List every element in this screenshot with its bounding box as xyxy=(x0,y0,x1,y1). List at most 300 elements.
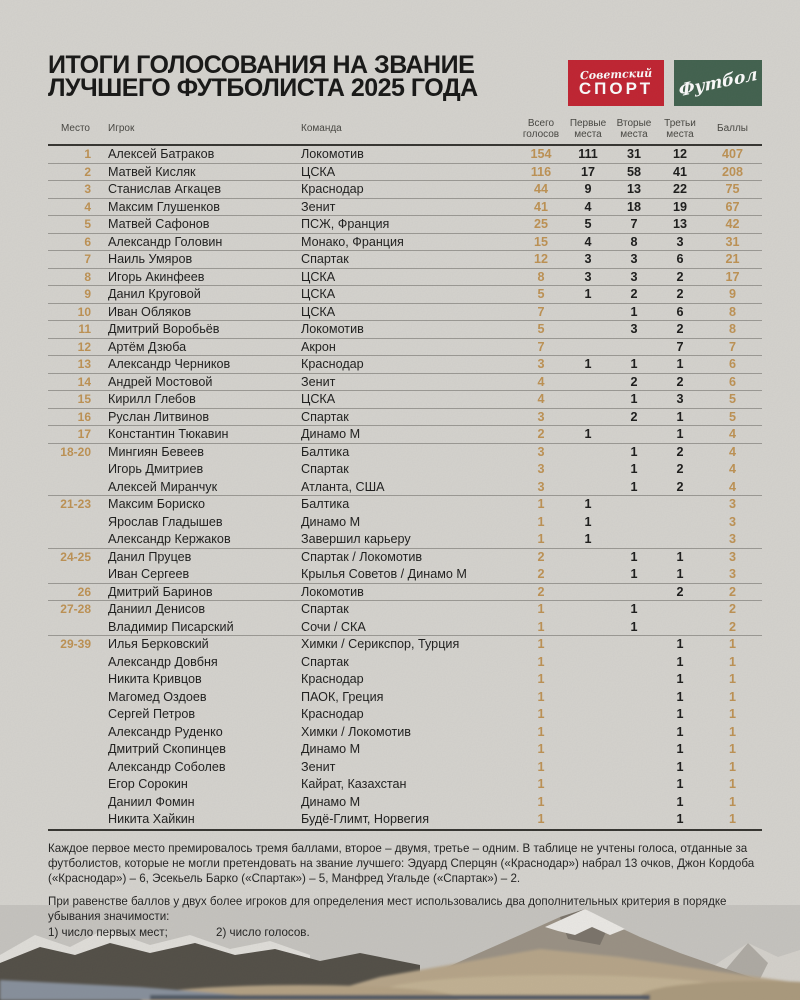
cell-place: 27-28 xyxy=(60,602,91,617)
cell-second: 1 xyxy=(630,462,638,477)
cell-team: Спартак xyxy=(301,462,349,477)
table-row xyxy=(48,566,762,584)
cell-player: Иван Сергеев xyxy=(108,567,190,582)
cell-points: 5 xyxy=(728,409,736,424)
cell-team: ЦСКА xyxy=(301,392,336,407)
cell-player: Алексей Батраков xyxy=(108,147,215,162)
cell-second: 18 xyxy=(626,199,641,214)
cell-player: Дмитрий Баринов xyxy=(108,584,213,599)
cell-second: 1 xyxy=(630,479,638,494)
table-row xyxy=(48,794,762,812)
cell-third: 41 xyxy=(672,164,687,179)
cell-player: Мингиян Бевеев xyxy=(108,444,204,459)
cell-team: Балтика xyxy=(301,444,350,459)
cell-points: 1 xyxy=(728,742,736,757)
cell-player: Матвей Сафонов xyxy=(108,217,210,232)
cell-first: 1 xyxy=(584,357,592,372)
table-row xyxy=(48,391,762,409)
table-row xyxy=(48,531,762,549)
cell-third: 1 xyxy=(676,759,684,774)
cell-player: Никита Хайкин xyxy=(108,812,195,827)
cell-votes: 1 xyxy=(537,707,545,722)
cell-team: Динамо М xyxy=(301,794,361,809)
table-row xyxy=(48,251,762,269)
cell-votes: 1 xyxy=(537,654,545,669)
cell-player: Данил Круговой xyxy=(108,287,201,302)
cell-votes: 1 xyxy=(537,637,545,652)
cell-third: 6 xyxy=(676,304,684,319)
cell-place: 8 xyxy=(84,269,91,284)
cell-team: Краснодар xyxy=(301,672,364,687)
cell-votes: 4 xyxy=(537,392,545,407)
cell-votes: 2 xyxy=(537,549,545,564)
cell-player: Андрей Мостовой xyxy=(108,374,213,389)
cell-team: Зенит xyxy=(301,374,336,389)
cell-team: Локомотив xyxy=(301,584,364,599)
cell-third: 1 xyxy=(676,794,684,809)
cell-points: 1 xyxy=(728,654,736,669)
cell-team: ЦСКА xyxy=(301,304,336,319)
cell-votes: 3 xyxy=(537,444,545,459)
cell-points: 4 xyxy=(728,444,736,459)
cell-player: Даниил Фомин xyxy=(108,794,195,809)
cell-player: Данил Пруцев xyxy=(108,549,192,564)
cell-points: 75 xyxy=(725,182,740,197)
cell-votes: 1 xyxy=(537,514,545,529)
cell-place: 26 xyxy=(77,584,91,599)
cell-place: 2 xyxy=(84,164,91,179)
logos xyxy=(568,60,762,106)
cell-team: ЦСКА xyxy=(301,269,336,284)
cell-first: 1 xyxy=(584,514,592,529)
table-row xyxy=(48,216,762,234)
cell-third: 12 xyxy=(672,147,687,162)
cell-votes: 116 xyxy=(530,164,552,179)
cell-team: Зенит xyxy=(301,199,336,214)
cell-first: 17 xyxy=(580,164,595,179)
title-line-1: ИТОГИ ГОЛОСОВАНИЯ НА ЗВАНИЕ xyxy=(48,51,475,79)
col-header-player: Игрок xyxy=(108,123,135,135)
cell-team: Динамо М xyxy=(301,514,361,529)
cell-votes: 3 xyxy=(537,357,545,372)
cell-votes: 44 xyxy=(533,182,548,197)
cell-votes: 1 xyxy=(537,742,545,757)
cell-points: 208 xyxy=(721,164,743,179)
cell-second: 1 xyxy=(630,392,638,407)
cell-points: 1 xyxy=(728,777,736,792)
cell-player: Максим Глушенков xyxy=(108,199,220,214)
cell-points: 4 xyxy=(728,427,736,442)
cell-points: 67 xyxy=(725,199,740,214)
table-row xyxy=(48,426,762,444)
table-row xyxy=(48,514,762,532)
cell-team: Спартак xyxy=(301,252,349,267)
cell-votes: 1 xyxy=(537,689,545,704)
cell-team: Завершил карьеру xyxy=(301,532,411,547)
cell-votes: 1 xyxy=(537,759,545,774)
col-header-votes: Всего голосов xyxy=(522,118,560,140)
sovetsky-sport-logo xyxy=(568,60,664,106)
cell-votes: 1 xyxy=(537,812,545,827)
cell-team: Спартак xyxy=(301,602,349,617)
cell-team: Локомотив xyxy=(301,322,364,337)
cell-player: Илья Берковский xyxy=(108,637,209,652)
cell-third: 13 xyxy=(672,217,687,232)
table-row xyxy=(48,689,762,707)
cell-player: Станислав Агкацев xyxy=(108,182,222,197)
cell-second: 1 xyxy=(630,567,638,582)
cell-team: Химки / Локомотив xyxy=(301,724,411,739)
cell-team: Кайрат, Казахстан xyxy=(301,777,407,792)
cell-votes: 1 xyxy=(537,497,545,512)
cell-third: 1 xyxy=(676,724,684,739)
cell-third: 1 xyxy=(676,637,684,652)
cell-team: Химки / Серикспор, Турция xyxy=(301,637,460,652)
cell-second: 2 xyxy=(630,374,638,389)
table-row xyxy=(48,321,762,339)
table-row xyxy=(48,671,762,689)
cell-place: 3 xyxy=(84,182,91,197)
table-row xyxy=(48,706,762,724)
page-title xyxy=(48,51,478,102)
table-row xyxy=(48,759,762,777)
table-row xyxy=(48,619,762,637)
cell-third: 3 xyxy=(676,392,684,407)
cell-points: 1 xyxy=(728,637,736,652)
cell-team: Локомотив xyxy=(301,147,364,162)
cell-second: 2 xyxy=(630,287,638,302)
cell-second: 1 xyxy=(630,444,638,459)
cell-player: Алексей Миранчук xyxy=(108,479,218,494)
table-row xyxy=(48,339,762,357)
cell-points: 3 xyxy=(728,514,736,529)
cell-player: Максим Бориско xyxy=(108,497,206,512)
table-row xyxy=(48,181,762,199)
cell-place: 12 xyxy=(77,339,91,354)
criterion-1: 1) число первых мест; xyxy=(48,925,168,939)
cell-second: 3 xyxy=(630,252,638,267)
table-row xyxy=(48,636,762,654)
cell-player: Александр Соболев xyxy=(108,759,226,774)
cell-player: Александр Черников xyxy=(108,357,231,372)
cell-place: 16 xyxy=(77,409,91,424)
cell-team: Крылья Советов / Динамо М xyxy=(301,567,467,582)
cell-third: 1 xyxy=(676,549,684,564)
cell-points: 42 xyxy=(725,217,740,232)
cell-points: 407 xyxy=(721,147,743,162)
cell-first: 5 xyxy=(584,217,592,232)
cell-points: 17 xyxy=(725,269,740,284)
cell-team: Краснодар xyxy=(301,707,364,722)
cell-player: Даниил Денисов xyxy=(108,602,206,617)
cell-place: 4 xyxy=(84,199,91,214)
cell-votes: 12 xyxy=(533,252,548,267)
cell-second: 1 xyxy=(630,549,638,564)
cell-third: 1 xyxy=(676,742,684,757)
cell-first: 1 xyxy=(584,287,592,302)
cell-votes: 2 xyxy=(537,427,545,442)
cell-third: 1 xyxy=(676,812,684,827)
cell-points: 1 xyxy=(728,794,736,809)
futbol-logo xyxy=(674,60,762,106)
cell-place: 21-23 xyxy=(60,497,91,512)
cell-place: 13 xyxy=(77,357,91,372)
criterion-2: 2) число голосов. xyxy=(216,925,310,939)
cell-points: 6 xyxy=(728,374,736,389)
cell-third: 1 xyxy=(676,567,684,582)
footnotes xyxy=(48,841,760,940)
cell-player: Сергей Петров xyxy=(108,707,196,722)
cell-place: 24-25 xyxy=(60,549,91,564)
cell-votes: 8 xyxy=(537,269,545,284)
cell-player: Александр Руденко xyxy=(108,724,223,739)
cell-third: 2 xyxy=(676,374,684,389)
cell-third: 2 xyxy=(676,444,684,459)
cell-points: 4 xyxy=(728,462,736,477)
cell-team: Балтика xyxy=(301,497,350,512)
cell-second: 7 xyxy=(630,217,638,232)
cell-place: 1 xyxy=(84,147,91,162)
cell-team: ЦСКА xyxy=(301,164,336,179)
cell-player: Наиль Умяров xyxy=(108,252,193,267)
cell-second: 31 xyxy=(626,147,641,162)
cell-place: 14 xyxy=(77,374,91,389)
cell-player: Егор Сорокин xyxy=(108,777,188,792)
cell-team: Спартак xyxy=(301,654,349,669)
cell-player: Матвей Кисляк xyxy=(108,164,196,179)
futbol-wordmark: Футбол xyxy=(678,64,758,102)
cell-team: Спартак xyxy=(301,409,349,424)
cell-votes: 4 xyxy=(537,374,545,389)
cell-votes: 1 xyxy=(537,794,545,809)
table-row xyxy=(48,549,762,567)
table-row xyxy=(48,356,762,374)
cell-third: 2 xyxy=(676,462,684,477)
table-row xyxy=(48,479,762,497)
cell-team: Будё-Глимт, Норвегия xyxy=(301,812,430,827)
tiebreak-criteria xyxy=(48,925,760,940)
cell-votes: 5 xyxy=(537,322,545,337)
table-row xyxy=(48,724,762,742)
title-line-2: ЛУЧШЕГО ФУТБОЛИСТА 2025 ГОДА xyxy=(48,74,478,102)
cell-player: Александр Головин xyxy=(108,234,223,249)
cell-votes: 15 xyxy=(533,234,548,249)
cell-place: 29-39 xyxy=(60,637,91,652)
cell-points: 31 xyxy=(725,234,740,249)
cell-place: 5 xyxy=(84,217,91,232)
cell-points: 1 xyxy=(728,672,736,687)
table-row xyxy=(48,199,762,217)
cell-place: 18-20 xyxy=(60,444,91,459)
table-row xyxy=(48,286,762,304)
cell-votes: 3 xyxy=(537,409,545,424)
cell-first: 9 xyxy=(584,182,592,197)
table-row xyxy=(48,269,762,287)
cell-first: 111 xyxy=(578,147,598,162)
cell-first: 1 xyxy=(584,427,592,442)
table-row xyxy=(48,584,762,602)
table-row xyxy=(48,444,762,462)
cell-third: 2 xyxy=(676,287,684,302)
cell-third: 1 xyxy=(676,409,684,424)
cell-points: 3 xyxy=(728,567,736,582)
table-row xyxy=(48,146,762,164)
cell-player: Александр Довбня xyxy=(108,654,218,669)
cell-votes: 1 xyxy=(537,602,545,617)
cell-third: 7 xyxy=(676,339,684,354)
cell-team: Сочи / СКА xyxy=(301,619,366,634)
cell-second: 1 xyxy=(630,304,638,319)
cell-first: 3 xyxy=(584,269,592,284)
col-header-team: Команда xyxy=(301,123,342,135)
table-row xyxy=(48,409,762,427)
table-row xyxy=(48,374,762,392)
cell-second: 58 xyxy=(626,164,641,179)
cell-third: 3 xyxy=(676,234,684,249)
cell-points: 4 xyxy=(728,479,736,494)
cell-votes: 2 xyxy=(537,567,545,582)
cell-votes: 1 xyxy=(537,672,545,687)
cell-player: Руслан Литвинов xyxy=(108,409,210,424)
cell-third: 2 xyxy=(676,584,684,599)
cell-third: 2 xyxy=(676,479,684,494)
cell-points: 7 xyxy=(728,339,736,354)
header xyxy=(48,51,762,106)
cell-second: 8 xyxy=(630,234,638,249)
cell-place: 6 xyxy=(84,234,91,249)
cell-first: 3 xyxy=(584,252,592,267)
cell-third: 19 xyxy=(672,199,687,214)
cell-third: 1 xyxy=(676,689,684,704)
cell-place: 11 xyxy=(78,322,91,337)
cell-player: Александр Кержаков xyxy=(108,532,231,547)
cell-second: 1 xyxy=(630,619,638,634)
col-header-place: Место xyxy=(60,123,90,135)
cell-votes: 1 xyxy=(537,777,545,792)
table-row xyxy=(48,496,762,514)
cell-votes: 1 xyxy=(537,532,545,547)
cell-points: 3 xyxy=(728,497,736,512)
cell-points: 2 xyxy=(728,602,736,617)
cell-team: Динамо М xyxy=(301,742,361,757)
cell-third: 1 xyxy=(676,427,684,442)
table-row xyxy=(48,601,762,619)
cell-player: Дмитрий Воробьёв xyxy=(108,322,220,337)
cell-second: 3 xyxy=(630,322,638,337)
cell-points: 1 xyxy=(728,759,736,774)
cell-points: 8 xyxy=(728,322,736,337)
cell-points: 1 xyxy=(728,707,736,722)
table-row xyxy=(48,811,762,829)
cell-player: Иван Обляков xyxy=(108,304,192,319)
sport-wordmark: СПОРТ xyxy=(578,78,654,98)
cell-votes: 7 xyxy=(537,304,545,319)
cell-third: 1 xyxy=(676,777,684,792)
cell-third: 2 xyxy=(676,322,684,337)
cell-third: 22 xyxy=(672,182,687,197)
cell-player: Кирилл Глебов xyxy=(108,392,196,407)
cell-second: 2 xyxy=(630,409,638,424)
table-row xyxy=(48,741,762,759)
cell-team: Динамо М xyxy=(301,427,361,442)
cell-points: 1 xyxy=(728,689,736,704)
cell-votes: 3 xyxy=(537,479,545,494)
sovetsky-script-text: Советский xyxy=(579,66,653,82)
table-row xyxy=(48,654,762,672)
cell-third: 2 xyxy=(676,269,684,284)
cell-place: 15 xyxy=(77,392,91,407)
cell-third: 1 xyxy=(676,707,684,722)
table-row xyxy=(48,461,762,479)
cell-points: 21 xyxy=(725,252,740,267)
cell-votes: 7 xyxy=(537,339,545,354)
note-tiebreak: При равенстве баллов у двух более игроков для определения мест использовались два дополнительных критерия в порядке убывания значимости: xyxy=(48,894,727,924)
cell-first: 4 xyxy=(584,234,592,249)
cell-votes: 154 xyxy=(530,147,552,162)
cell-third: 1 xyxy=(676,672,684,687)
cell-votes: 5 xyxy=(537,287,545,302)
cell-points: 1 xyxy=(728,724,736,739)
cell-team: ЦСКА xyxy=(301,287,336,302)
cell-player: Никита Кривцов xyxy=(108,672,202,687)
cell-points: 2 xyxy=(728,584,736,599)
cell-place: 9 xyxy=(84,287,91,302)
cell-place: 7 xyxy=(84,252,91,267)
cell-player: Константин Тюкавин xyxy=(108,427,229,442)
cell-player: Игорь Акинфеев xyxy=(108,269,205,284)
cell-first: 1 xyxy=(584,497,592,512)
cell-team: Краснодар xyxy=(301,182,364,197)
cell-votes: 41 xyxy=(533,199,548,214)
cell-team: Спартак / Локомотив xyxy=(301,549,423,564)
cell-votes: 1 xyxy=(537,724,545,739)
cell-player: Игорь Дмитриев xyxy=(108,462,204,477)
col-header-third: Третьи места xyxy=(664,118,696,140)
table-row xyxy=(48,304,762,322)
cell-second: 13 xyxy=(626,182,641,197)
col-header-second: Вторые места xyxy=(616,118,652,140)
cell-points: 3 xyxy=(728,532,736,547)
table-row xyxy=(48,234,762,252)
cell-third: 6 xyxy=(676,252,684,267)
note-scoring: Каждое первое место премировалось тремя баллами, второе – двумя, третье – одним. В таблице не учтены голоса, отданные за футболистов, которые не могли претендовать на звание лучшего: Эдуард Сперцян («Краснодар») набрал 13 очков, Джон Кордоба («Краснодар») – 6, Эсекьель Барко («Спартак») – 5, Манфред Угальде («Спартак») – 2. xyxy=(48,841,755,886)
cell-points: 1 xyxy=(728,812,736,827)
cell-team: ПАОК, Греция xyxy=(301,689,384,704)
cell-votes: 3 xyxy=(537,462,545,477)
cell-votes: 2 xyxy=(537,584,545,599)
cell-points: 2 xyxy=(728,619,736,634)
cell-points: 3 xyxy=(728,549,736,564)
col-header-points: Баллы xyxy=(717,123,748,135)
cell-team: Атланта, США xyxy=(301,479,385,494)
cell-player: Ярослав Гладышев xyxy=(108,514,223,529)
cell-second: 3 xyxy=(630,269,638,284)
cell-player: Магомед Оздоев xyxy=(108,689,207,704)
cell-first: 1 xyxy=(584,532,592,547)
table-header xyxy=(48,118,762,146)
cell-second: 1 xyxy=(630,602,638,617)
cell-player: Владимир Писарский xyxy=(108,619,234,634)
cell-player: Дмитрий Скопинцев xyxy=(108,742,226,757)
cell-place: 17 xyxy=(77,427,91,442)
table-row xyxy=(48,776,762,794)
cell-points: 6 xyxy=(728,357,736,372)
cell-player: Артём Дзюба xyxy=(108,339,187,354)
cell-third: 1 xyxy=(676,654,684,669)
cell-first: 4 xyxy=(584,199,592,214)
cell-points: 5 xyxy=(728,392,736,407)
cell-team: Краснодар xyxy=(301,357,364,372)
